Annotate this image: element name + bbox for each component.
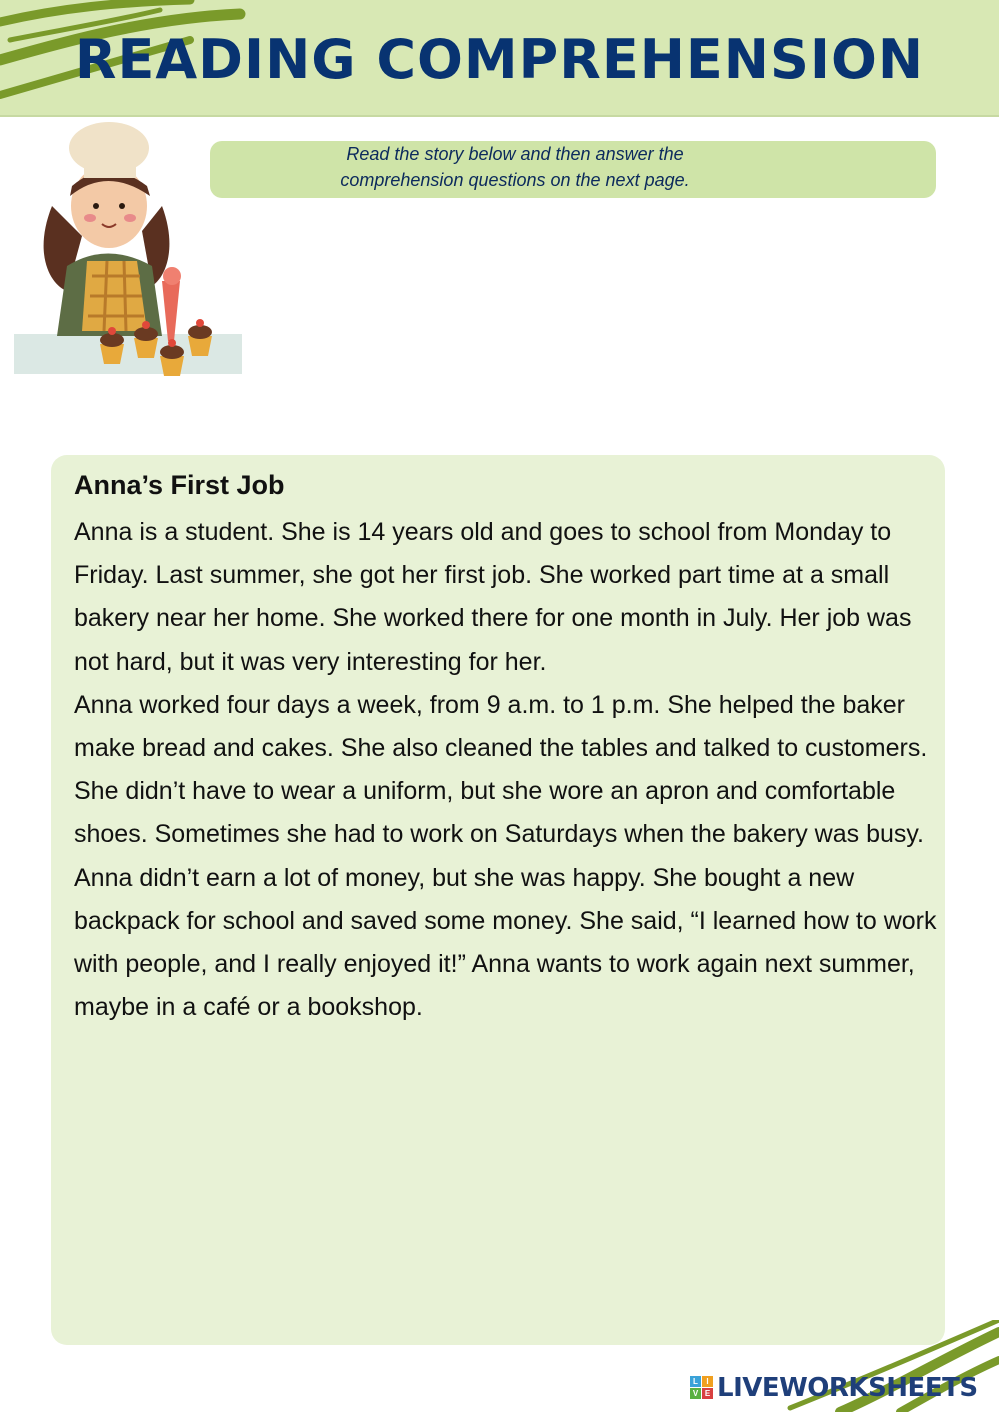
story-paragraph: Anna is a student. She is 14 years old and goes to school from Monday to Friday. Last summer, she got her first job. She worked part time at a small bakery near her home. She worked there for one month in July. Her job was not hard, but it was very interesting for her. xyxy=(74,518,912,676)
instructions-text: Read the story below and then answer the comprehension questions on the next page. xyxy=(340,144,690,190)
story-body xyxy=(74,511,942,1029)
liveworksheets-logo-icon: L I V E xyxy=(690,1376,714,1400)
story-paragraph: Anna didn’t earn a lot of money, but she was happy. She bought a new backpack for school and saved some money. She said, “I learned how to work with people, and I really enjoyed it!” Anna wants to work again next summer, maybe in a café or a bookshop. xyxy=(74,863,937,1022)
instructions-banner xyxy=(210,141,936,198)
brand-name: LIVEWORKSHEETS xyxy=(717,1373,978,1403)
story-title: Anna’s First Job xyxy=(74,470,285,500)
story-paragraph: Anna worked four days a week, from 9 a.m. to 1 p.m. She helped the baker make bread and cakes. She also cleaned the tables and talked to customers. She didn’t have to wear a uniform, but she wore an apron and comfortable shoes. Sometimes she had to work on Saturdays when the bakery was busy. xyxy=(74,690,928,849)
page-title: READING COMPREHENSION xyxy=(74,28,925,91)
liveworksheets-logo[interactable] xyxy=(690,1372,978,1404)
header-band xyxy=(0,0,999,117)
